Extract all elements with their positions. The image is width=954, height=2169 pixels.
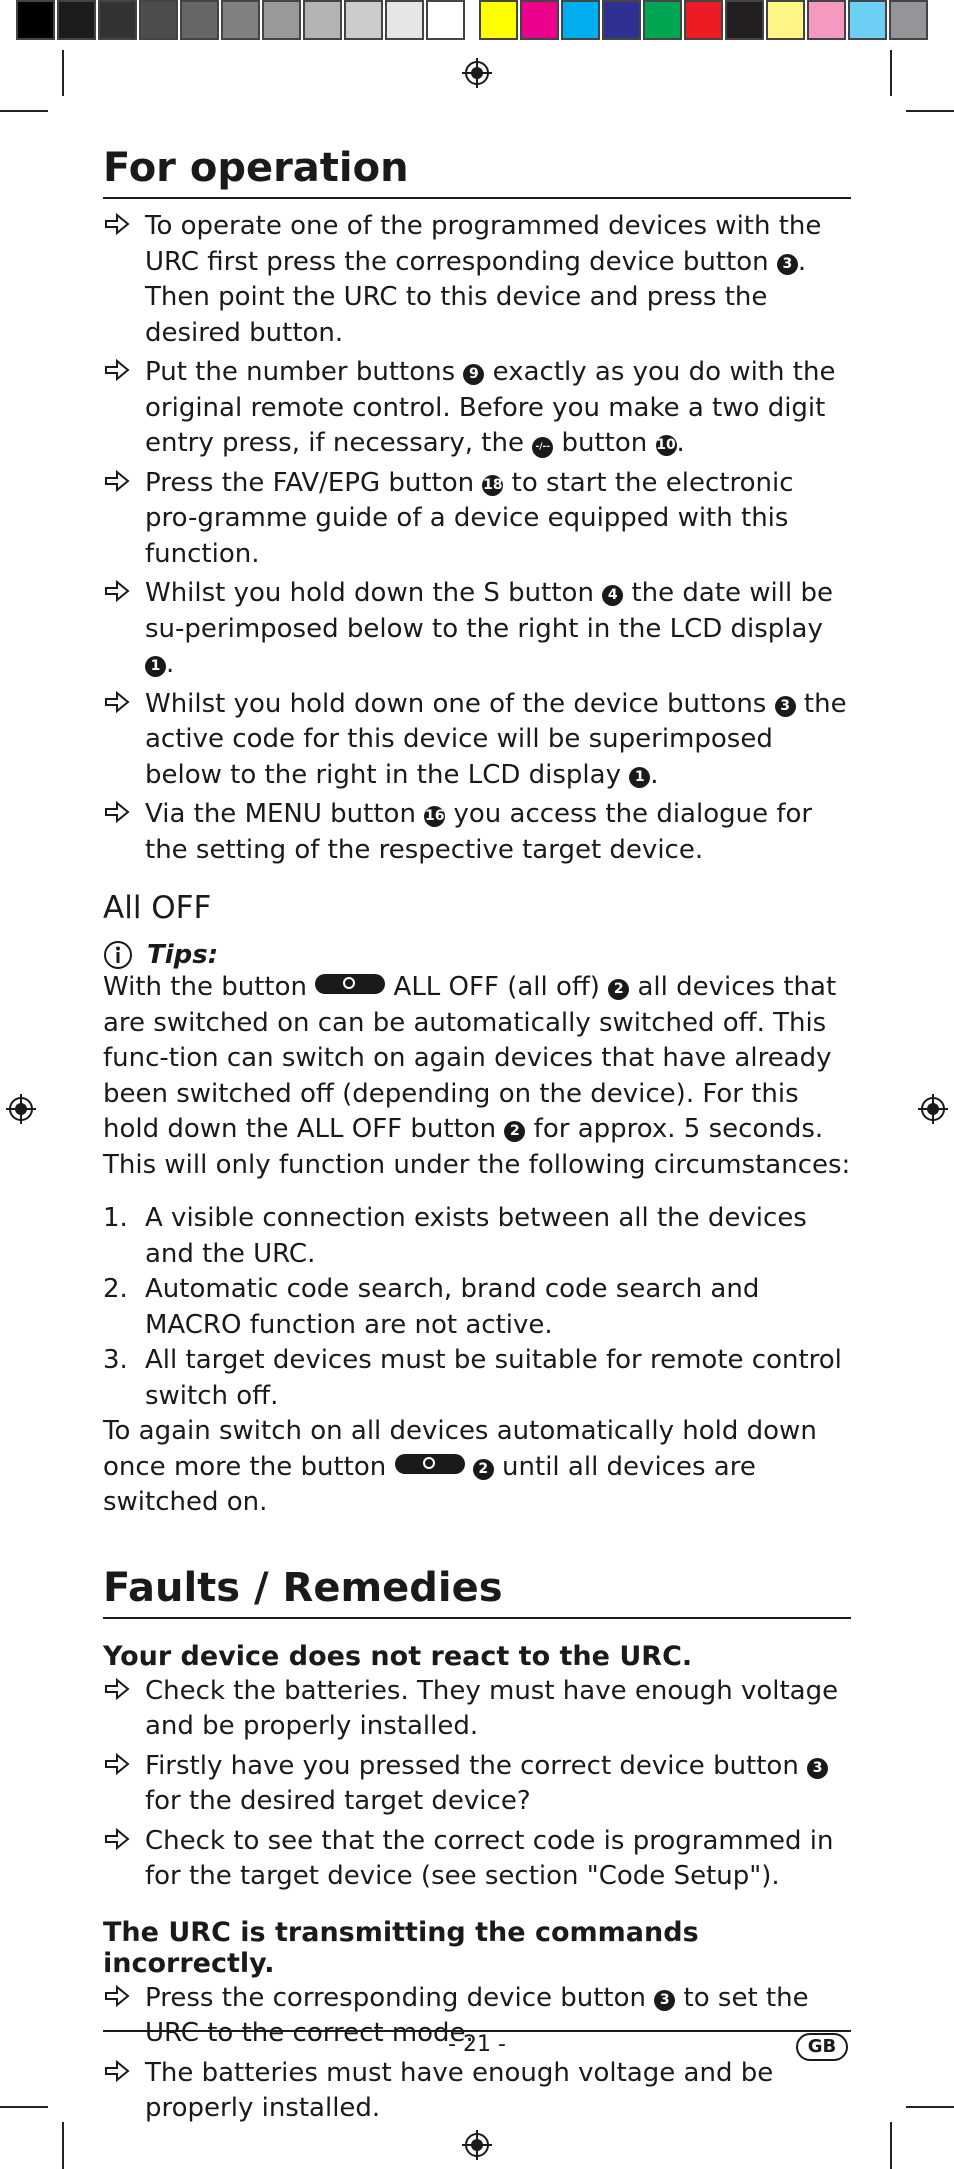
- text-run: the active code for this device will be superimposed below to the right in the LCD display: [145, 688, 847, 790]
- button-number-badge: 3: [775, 696, 796, 717]
- list-item: [103, 1201, 851, 1272]
- text-run: button: [553, 428, 656, 458]
- fault-heading-no-reaction: Your device does not react to the URC.: [103, 1640, 693, 1672]
- list-number: 3.: [103, 1345, 128, 1375]
- page-number: - 21 -: [448, 2032, 506, 2057]
- list-text: A visible connection exists between all the devices and the URC.: [145, 1203, 807, 1269]
- text-run: Firstly have you pressed the correct device button: [145, 1750, 808, 1781]
- registration-mark-icon: [918, 1094, 948, 1124]
- color-swatch: [766, 0, 805, 40]
- info-icon: [103, 940, 133, 970]
- button-number-badge: 2: [473, 1459, 494, 1480]
- all-off-intro-paragraph: [103, 970, 851, 1183]
- color-swatch: [385, 0, 424, 40]
- text-run: To operate one of the programmed devices with the URC first press the corresponding device button: [145, 211, 822, 277]
- list-text: All target devices must be suitable for remote control switch off.: [145, 1345, 842, 1411]
- color-swatch: [725, 0, 764, 40]
- color-swatch: [139, 0, 178, 40]
- color-swatch: [520, 0, 559, 40]
- button-number-badge: 2: [608, 979, 629, 1000]
- registration-mark-icon: [462, 58, 492, 88]
- text-run: With the button: [103, 972, 316, 1002]
- color-swatch: [684, 0, 723, 40]
- manual-page-content: [103, 145, 851, 2131]
- hollow-right-arrow-icon: [103, 688, 131, 716]
- text-run: Press the corresponding device button: [145, 1982, 655, 2013]
- section-title-all-off: All OFF: [103, 890, 212, 926]
- text-run: Whilst you hold down the S button: [145, 578, 603, 608]
- text-run: exactly as you do with the original remote control. Before you make a two digit entry press, if necessary, the: [145, 357, 836, 458]
- crop-mark: [0, 2106, 48, 2108]
- instruction-item: [103, 1824, 851, 1895]
- text-run: Whilst you hold down one of the device buttons: [145, 688, 775, 719]
- text-run: Via the MENU button: [145, 799, 425, 829]
- text-run: Put the number buttons: [145, 357, 464, 387]
- color-swatch: [98, 0, 137, 40]
- text-run: .: [650, 759, 659, 790]
- text-run: to set the URC to the correct mode.: [145, 1982, 809, 2048]
- button-number-badge: 1: [145, 656, 166, 677]
- crop-mark: [906, 2106, 954, 2108]
- list-item: [103, 1343, 851, 1414]
- color-calibration-bar: [16, 0, 930, 44]
- hollow-right-arrow-icon: [103, 1982, 131, 2010]
- text-run: Check to see that the correct code is programmed in for the target device (see section "Code Setup").: [145, 1825, 834, 1891]
- color-swatch: [807, 0, 846, 40]
- text-run: the date will be su-perimposed below to the right in the LCD display: [145, 578, 833, 644]
- section-title-faults-remedies: Faults / Remedies: [103, 1565, 851, 1619]
- text-run: .: [676, 428, 685, 458]
- button-number-badge: 18: [482, 475, 503, 496]
- color-swatch: [479, 0, 518, 40]
- text-run: ALL OFF (all off): [385, 972, 609, 1002]
- text-run: until all devices are switched on.: [103, 1451, 756, 1517]
- circumstances-list: [103, 1201, 851, 1414]
- instruction-item: [103, 466, 851, 573]
- hollow-right-arrow-icon: [103, 356, 131, 384]
- instruction-item: [103, 797, 851, 868]
- text-run: for the desired target device?: [145, 1786, 531, 1816]
- language-badge: GB: [796, 2033, 848, 2061]
- color-swatch: [643, 0, 682, 40]
- color-swatch: [344, 0, 383, 40]
- swatch-gap: [467, 0, 479, 44]
- color-swatch: [262, 0, 301, 40]
- button-number-badge: 10: [656, 435, 677, 456]
- registration-mark-icon: [462, 2130, 492, 2160]
- button-number-badge: 9: [463, 364, 484, 385]
- instruction-item: [103, 355, 851, 462]
- button-number-badge: 16: [424, 806, 445, 827]
- color-swatch: [561, 0, 600, 40]
- no-reaction-remedies-list: [103, 1674, 851, 1895]
- crop-mark: [890, 2122, 892, 2169]
- fault-heading-incorrect-commands: The URC is transmitting the commands incorrectly.: [103, 1916, 699, 1979]
- power-button-icon: [395, 1454, 465, 1474]
- crop-mark: [890, 50, 892, 96]
- text-run: The batteries must have enough voltage and be properly installed.: [145, 2057, 774, 2123]
- color-swatch: [889, 0, 928, 40]
- button-number-badge: 2: [504, 1121, 525, 1142]
- hollow-right-arrow-icon: [103, 1675, 131, 1703]
- crop-mark: [906, 110, 954, 112]
- text-run: . Then point the URC to this device and press the desired button.: [145, 246, 807, 348]
- section-title-for-operation: For operation: [103, 145, 851, 199]
- tips-label: Tips:: [147, 940, 219, 970]
- text-run: you access the dialogue for the setting of the respective target device.: [145, 799, 813, 865]
- button-number-badge: 3: [777, 254, 798, 275]
- hollow-right-arrow-icon: [103, 1825, 131, 1853]
- operation-instructions-list: [103, 209, 851, 868]
- color-swatch: [57, 0, 96, 40]
- hollow-right-arrow-icon: [103, 467, 131, 495]
- button-number-badge: 3: [807, 1758, 828, 1779]
- hollow-right-arrow-icon: [103, 2057, 131, 2085]
- text-run: to start the electronic pro-gramme guide of a device equipped with this function.: [145, 467, 794, 569]
- hollow-right-arrow-icon: [103, 1750, 131, 1778]
- button-number-badge: 3: [654, 1990, 675, 2011]
- text-run: all devices that are switched on can be automatically switched off. This func-tion can switch on again devices that have already been switched off (depending on the device). For this hold down the ALL OFF button: [103, 972, 837, 1144]
- hollow-right-arrow-icon: [103, 798, 131, 826]
- text-run: Check the batteries. They must have enough voltage and be properly installed.: [145, 1675, 839, 1741]
- list-number: 2.: [103, 1274, 128, 1304]
- button-number-badge: 4: [602, 585, 623, 606]
- instruction-item: [103, 2056, 851, 2127]
- button-number-badge: 1: [629, 767, 650, 788]
- text-run: To again switch on all devices automatically hold down once more the button: [103, 1416, 817, 1482]
- color-swatch: [16, 0, 55, 40]
- instruction-item: [103, 209, 851, 351]
- registration-mark-icon: [6, 1094, 36, 1124]
- instruction-item: [103, 1749, 851, 1820]
- color-swatch: [848, 0, 887, 40]
- all-off-outro-paragraph: [103, 1414, 851, 1521]
- instruction-item: [103, 1674, 851, 1745]
- text-run: Press the FAV/EPG button: [145, 467, 483, 498]
- color-swatch: [426, 0, 465, 40]
- instruction-item: [103, 687, 851, 794]
- list-number: 1.: [103, 1203, 128, 1233]
- crop-mark: [62, 50, 64, 96]
- power-button-icon: [315, 974, 385, 994]
- digit-button-badge: -/--: [532, 437, 553, 458]
- instruction-item: [103, 576, 851, 683]
- tips-heading: [103, 940, 851, 970]
- color-swatch: [602, 0, 641, 40]
- list-item: [103, 1272, 851, 1343]
- color-swatch: [221, 0, 260, 40]
- text-run: .: [166, 649, 175, 679]
- hollow-right-arrow-icon: [103, 210, 131, 238]
- hollow-right-arrow-icon: [103, 577, 131, 605]
- text-run: for approx. 5 seconds. This will only function under the following circumstances:: [103, 1114, 851, 1180]
- crop-mark: [0, 110, 48, 112]
- color-swatch: [303, 0, 342, 40]
- color-swatch: [180, 0, 219, 40]
- list-text: Automatic code search, brand code search and MACRO function are not active.: [145, 1274, 760, 1340]
- crop-mark: [62, 2122, 64, 2169]
